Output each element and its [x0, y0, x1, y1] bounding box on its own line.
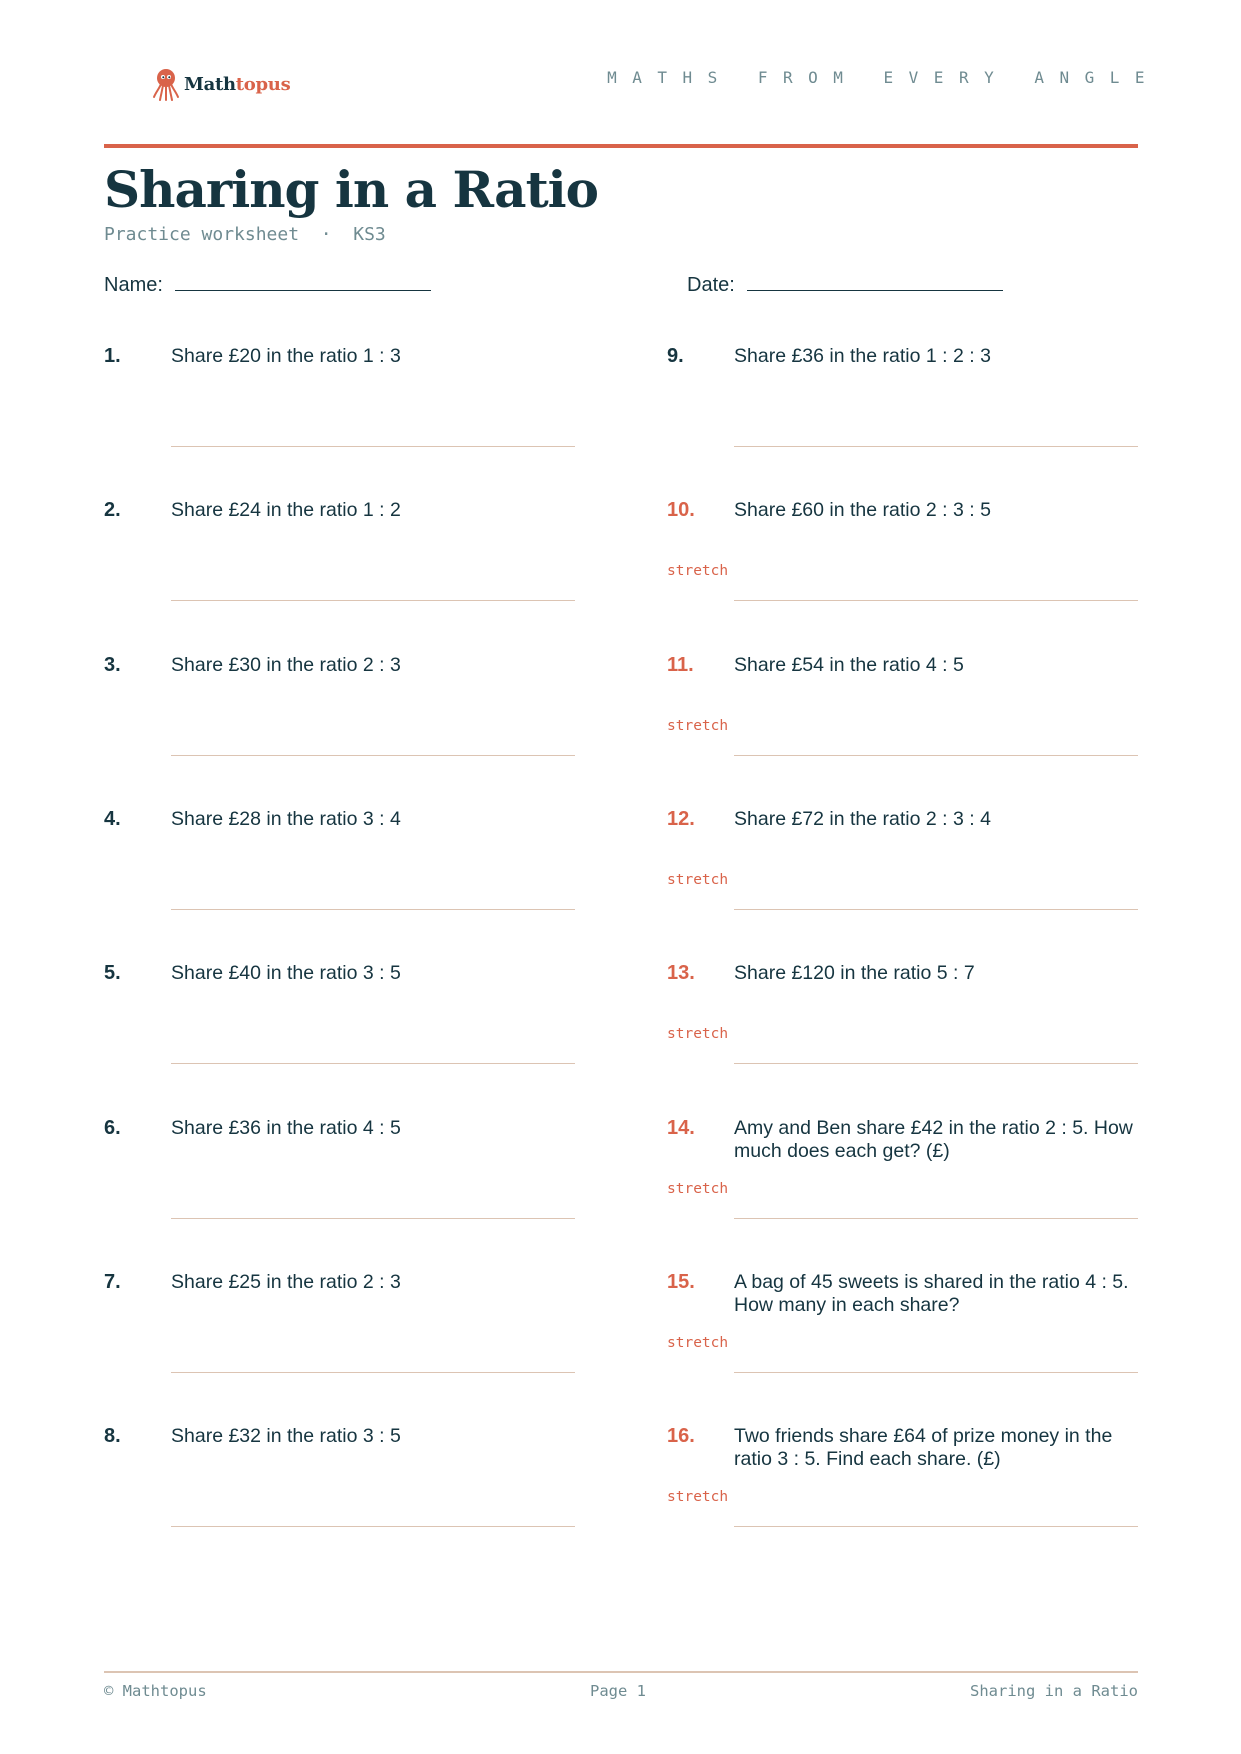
question-text: Share £32 in the ratio 3 : 5 [171, 1425, 401, 1448]
brand-name [184, 74, 290, 95]
page-title: Sharing in a Ratio [104, 160, 599, 219]
question-item [667, 1117, 1187, 1237]
question-number: 16. [667, 1425, 695, 1448]
header-divider [104, 144, 1138, 148]
question-text: Share £36 in the ratio 1 : 2 : 3 [734, 345, 991, 367]
answer-line[interactable] [734, 1063, 1138, 1064]
question-item [104, 345, 624, 465]
question-text: Share £28 in the ratio 3 : 4 [171, 807, 401, 830]
question-text: Amy and Ben share £42 in the ratio 2 : 5. How much does each get? (£) [734, 1116, 1133, 1162]
question-item [104, 1117, 624, 1237]
question-item [104, 1271, 624, 1391]
date-field [687, 268, 1003, 297]
question-item [104, 962, 624, 1082]
footer-copyright: © Mathtopus [104, 1682, 207, 1700]
name-field [104, 268, 431, 297]
footer-page-number: Page 1 [590, 1682, 646, 1700]
question-text: Share £54 in the ratio 4 : 5 [734, 653, 964, 676]
stretch-tag: stretch [667, 717, 729, 734]
answer-line[interactable] [171, 755, 575, 756]
answer-line[interactable] [171, 600, 575, 601]
answer-line[interactable] [171, 1526, 575, 1527]
question-number: 10. [667, 499, 695, 522]
question-item [667, 499, 1187, 619]
answer-line[interactable] [171, 446, 575, 447]
question-item [104, 808, 624, 928]
answer-line[interactable] [734, 600, 1138, 601]
footer-doc-title: Sharing in a Ratio [970, 1682, 1138, 1700]
question-text: Share £72 in the ratio 2 : 3 : 4 [734, 807, 991, 830]
question-text: Share £120 in the ratio 5 : 7 [734, 962, 975, 985]
brand-name-part1: Math [184, 73, 236, 95]
answer-line[interactable] [171, 1372, 575, 1373]
answer-line[interactable] [734, 755, 1138, 756]
brand-name-part2: topus [235, 73, 291, 95]
question-number: 8. [104, 1425, 121, 1448]
answer-line[interactable] [171, 1063, 575, 1064]
question-item [667, 1271, 1187, 1391]
octopus-icon [152, 67, 180, 101]
question-text: Share £40 in the ratio 3 : 5 [171, 962, 401, 985]
question-text: Share £30 in the ratio 2 : 3 [171, 653, 401, 676]
answer-line[interactable] [734, 1218, 1138, 1219]
answer-line[interactable] [734, 909, 1138, 910]
brand-logo [152, 67, 290, 101]
stretch-tag: stretch [667, 563, 729, 580]
tagline: MATHS FROM EVERY ANGLE [607, 68, 1160, 87]
question-item [667, 962, 1187, 1082]
stretch-tag: stretch [667, 1180, 729, 1197]
answer-line[interactable] [171, 1218, 575, 1219]
name-label: Name: [104, 274, 163, 296]
stretch-tag: stretch [667, 871, 729, 888]
question-text: Share £20 in the ratio 1 : 3 [171, 345, 401, 367]
footer-divider [104, 1671, 1138, 1673]
question-number: 7. [104, 1270, 121, 1293]
question-text: Share £36 in the ratio 4 : 5 [171, 1116, 401, 1139]
question-item [667, 654, 1187, 774]
question-text: A bag of 45 sweets is shared in the ratio 4 : 5. How many in each share? [734, 1270, 1129, 1316]
question-item [667, 345, 1187, 465]
date-label: Date: [687, 274, 735, 296]
answer-line[interactable] [734, 1526, 1138, 1527]
question-number: 15. [667, 1270, 695, 1293]
question-text: Share £24 in the ratio 1 : 2 [171, 499, 401, 522]
stretch-tag: stretch [667, 1334, 729, 1351]
question-number: 14. [667, 1116, 695, 1139]
question-number: 11. [667, 653, 694, 676]
question-number: 4. [104, 807, 121, 830]
question-item [104, 1425, 624, 1545]
question-number: 3. [104, 653, 121, 676]
question-text: Share £60 in the ratio 2 : 3 : 5 [734, 499, 991, 522]
stretch-tag: stretch [667, 1026, 729, 1043]
stretch-tag: stretch [667, 1489, 729, 1506]
question-number: 12. [667, 807, 695, 830]
page-subtitle: Practice worksheet · KS3 [104, 224, 386, 245]
answer-line[interactable] [734, 446, 1138, 447]
name-write-line[interactable] [175, 268, 431, 291]
question-item [104, 654, 624, 774]
question-number: 13. [667, 962, 695, 985]
answer-line[interactable] [734, 1372, 1138, 1373]
question-item [104, 499, 624, 619]
question-text: Share £25 in the ratio 2 : 3 [171, 1270, 401, 1293]
question-number: 2. [104, 499, 121, 522]
answer-line[interactable] [171, 909, 575, 910]
question-item [667, 1425, 1187, 1545]
question-item [667, 808, 1187, 928]
question-text: Two friends share £64 of prize money in the ratio 3 : 5. Find each share. (£) [734, 1425, 1113, 1471]
question-number: 1. [104, 345, 121, 367]
question-number: 5. [104, 962, 121, 985]
question-number: 6. [104, 1116, 121, 1139]
question-number: 9. [667, 345, 684, 367]
date-write-line[interactable] [747, 268, 1003, 291]
